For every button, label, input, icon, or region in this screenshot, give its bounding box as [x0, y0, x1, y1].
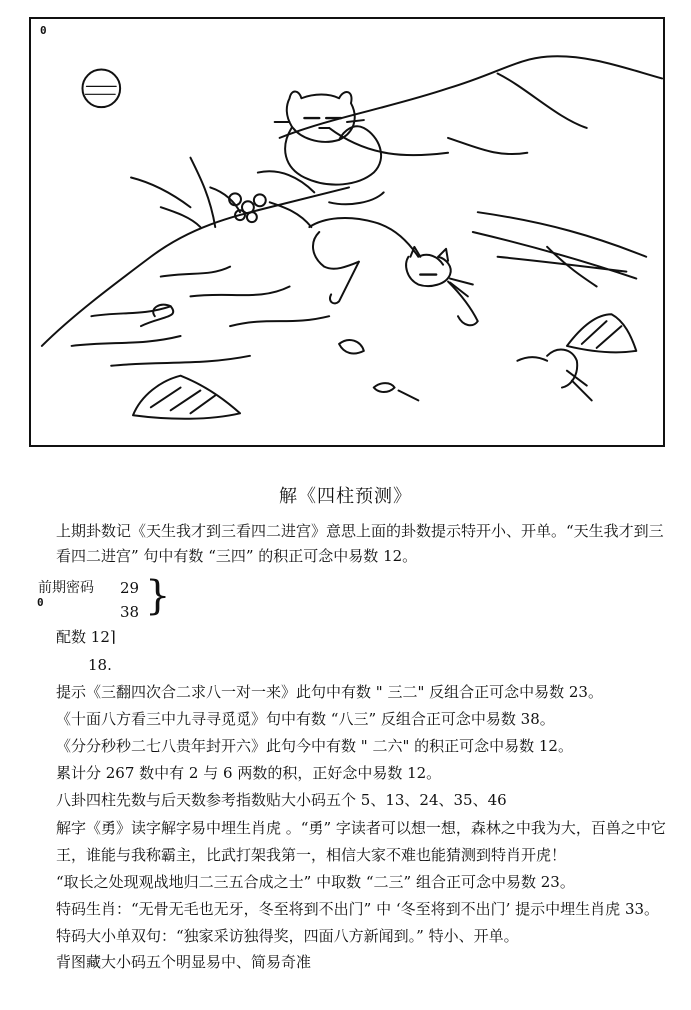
text-line: 提示《三翻四次合二求八一对一来》此句中有数 " 三二" 反组合正可念中易数 23。	[56, 683, 603, 701]
flowering-plant	[131, 158, 266, 227]
match-label-text: 配数	[56, 628, 87, 646]
moon	[82, 70, 120, 108]
match-b: 18.	[88, 656, 112, 674]
page-title: 解《四柱预测》	[279, 486, 412, 507]
prev-code-bottom: 38	[120, 603, 140, 621]
rock	[133, 376, 240, 419]
text-line: 王，谁能与我称霸主，比武打架我第一，相信大家不难也能猜测到特肖开虎！	[56, 846, 567, 864]
para1-line1: 上期卦数记《天生我才到三看四二进宫》意思上面的卦数提示特开小、开单。“天生我才到三	[56, 522, 664, 540]
text-line: 特码生肖：“无骨无毛也无牙，冬至将到不出门” 中 ‘冬至将到不出门’ 提示中埋生肖虎 33。	[56, 900, 660, 918]
text-line: 背图藏大小码五个明显易中、简易奇准	[56, 953, 312, 971]
sticks	[473, 212, 646, 278]
prev-code-top: 29	[120, 579, 140, 597]
text-line: 《十面八方看三中九寻寻觅觅》句中有数 “八三” 反组合正可念中易数 38。	[56, 710, 555, 728]
match-label: 配数 12⌉	[56, 628, 116, 646]
text-line: 累计分 267 数中有 2 与 6 两数的积，正好念中易数 12。	[56, 764, 442, 782]
corner-mark-left: 0	[37, 596, 44, 609]
match-a: 12	[90, 628, 110, 646]
text-line: 八卦四柱先数与后天数参考指数贴大小码五个 5、13、24、35、46	[56, 791, 507, 809]
illustration-frame	[29, 17, 665, 447]
corner-mark-top: 0	[40, 24, 47, 37]
para1-line2: 看四二进宫” 句中有数 “三四” 的积正可念中易数 12。	[56, 547, 418, 565]
cats-landscape-illustration	[31, 19, 663, 445]
brace: }	[145, 573, 171, 619]
rock-right	[567, 314, 636, 352]
match-b-value: 18	[88, 656, 108, 674]
prev-code-label: 前期密码	[38, 580, 94, 596]
insect	[517, 350, 591, 401]
text-line: 解字《勇》读字解字易中埋生肖虎 。“勇” 字读者可以想一想，森林之中我为大，百兽之中它	[56, 819, 666, 837]
hill	[42, 187, 349, 346]
text-line: “取长之处现观战地归二三五合成之士” 中取数 “二三” 组合正可念中易数 23。	[56, 873, 575, 891]
text-line: 特码大小单双句：“独家采访独得奖，四面八方新闻到。” 特小、开单。	[56, 927, 519, 945]
text-line: 《分分秒秒二七八贵年封开六》此句今中有数 " 二六" 的积正可念中易数 12。	[56, 737, 573, 755]
leaping-cat	[270, 202, 478, 325]
